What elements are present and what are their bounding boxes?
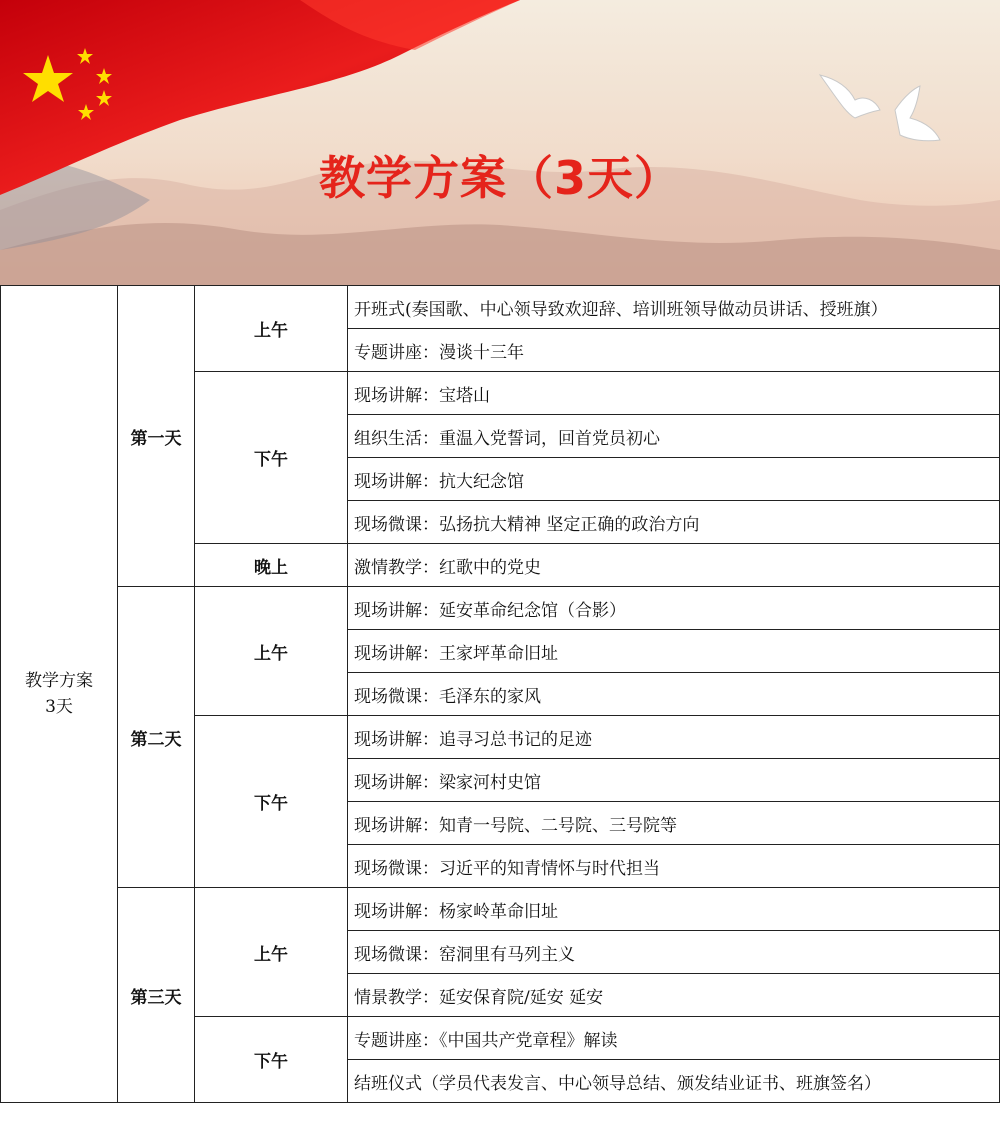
plan-title-cell xyxy=(1,286,118,1103)
period-label: 下午 xyxy=(195,1017,348,1103)
period-label: 下午 xyxy=(195,372,348,544)
period-label: 晚上 xyxy=(195,544,348,587)
activity-item: 现场微课：毛泽东的家风 xyxy=(348,673,1000,716)
period-label: 上午 xyxy=(195,286,348,372)
activity-item: 组织生活：重温入党誓词，回首党员初心 xyxy=(348,415,1000,458)
period-label: 上午 xyxy=(195,587,348,716)
activity-item: 激情教学：红歌中的党史 xyxy=(348,544,1000,587)
activity-item: 结班仪式（学员代表发言、中心领导总结、颁发结业证书、班旗签名） xyxy=(348,1060,1000,1103)
activity-item: 情景教学：延安保育院/延安 延安 xyxy=(348,974,1000,1017)
activity-item: 现场讲解：宝塔山 xyxy=(348,372,1000,415)
day-label: 第一天 xyxy=(118,286,195,587)
activity-item: 现场讲解：王家坪革命旧址 xyxy=(348,630,1000,673)
plan-title: 教学方案 xyxy=(25,671,93,691)
period-label: 下午 xyxy=(195,716,348,888)
activity-item: 专题讲座：《中国共产党章程》解读 xyxy=(348,1017,1000,1060)
page-title: 教学方案（3天） xyxy=(318,151,681,205)
activity-item: 开班式(奏国歌、中心领导致欢迎辞、培训班领导做动员讲话、授班旗） xyxy=(348,286,1000,329)
activity-item: 现场微课：窑洞里有马列主义 xyxy=(348,931,1000,974)
activity-item: 专题讲座：漫谈十三年 xyxy=(348,329,1000,372)
table-row xyxy=(1,587,1000,630)
activity-item: 现场讲解：杨家岭革命旧址 xyxy=(348,888,1000,931)
day-label: 第三天 xyxy=(118,888,195,1103)
schedule-table xyxy=(0,285,1000,1103)
activity-item: 现场讲解：延安革命纪念馆（合影） xyxy=(348,587,1000,630)
table-row xyxy=(1,286,1000,329)
day-label: 第二天 xyxy=(118,587,195,888)
activity-item: 现场微课：弘扬抗大精神 坚定正确的政治方向 xyxy=(348,501,1000,544)
activity-item: 现场讲解：抗大纪念馆 xyxy=(348,458,1000,501)
activity-item: 现场讲解：知青一号院、二号院、三号院等 xyxy=(348,802,1000,845)
activity-item: 现场讲解：追寻习总书记的足迹 xyxy=(348,716,1000,759)
table-row xyxy=(1,888,1000,931)
activity-item: 现场讲解：梁家河村史馆 xyxy=(348,759,1000,802)
activity-item: 现场微课：习近平的知青情怀与时代担当 xyxy=(348,845,1000,888)
header-banner xyxy=(0,0,1000,285)
plan-duration: 3天 xyxy=(45,697,73,717)
period-label: 上午 xyxy=(195,888,348,1017)
